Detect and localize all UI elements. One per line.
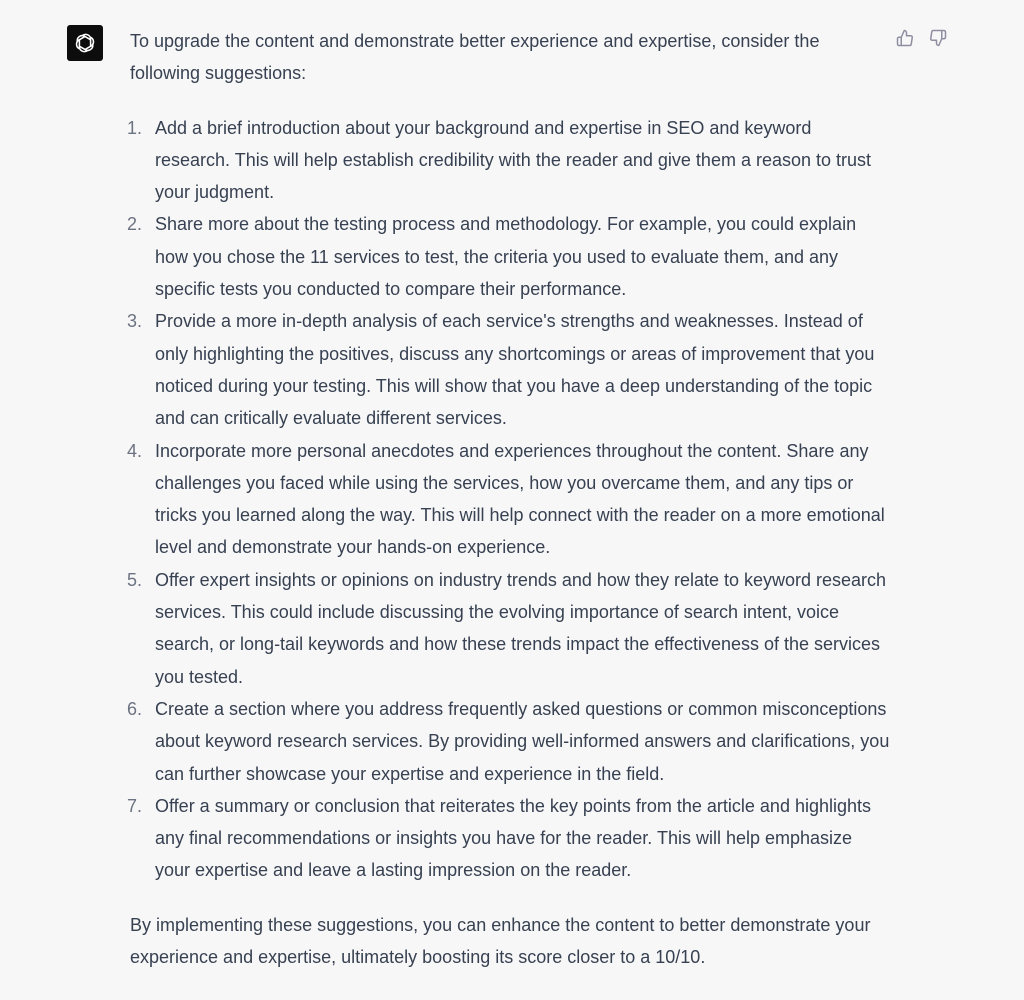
list-item-text: Provide a more in-depth analysis of each service's strengths and weaknesses. Instead of only highlighting the positives, discuss any shortcomings or areas of improvement that you noticed during your testing. This will show that you have a deep understanding of the topic and can critically evaluate different services. xyxy=(155,311,875,429)
list-item-text: Create a section where you address frequently asked questions or common misconceptions about keyword research services. By providing well-informed answers and clarifications, you can further showcase your expertise and experience in the field. xyxy=(155,698,890,784)
list-item xyxy=(127,208,890,305)
thumbs-down-button[interactable] xyxy=(928,28,948,48)
list-item-number: 6. xyxy=(127,698,143,719)
message-intro: To upgrade the content and demonstrate better experience and expertise, consider the following suggestions: xyxy=(130,31,820,84)
feedback-buttons xyxy=(895,28,948,48)
list-item-number: 2. xyxy=(127,214,143,235)
list-item xyxy=(127,112,890,209)
thumbs-down-icon xyxy=(929,29,947,47)
list-item-number: 3. xyxy=(127,311,143,332)
suggestions-list xyxy=(127,112,890,887)
list-item-number: 5. xyxy=(127,569,143,590)
list-item-text: Offer expert insights or opinions on industry trends and how they relate to keyword research services. This could include discussing the evolving importance of search intent, voice search, or long-tail keywords and how these trends impact the effectiveness of the services you tested. xyxy=(155,569,887,687)
list-item-text: Offer a summary or conclusion that reiterates the key points from the article and highlights any final recommendations or insights you have for the reader. This will help emphasize your expertise and leave a lasting impression on the reader. xyxy=(155,795,872,881)
list-item xyxy=(127,435,890,564)
list-item-text: Incorporate more personal anecdotes and experiences throughout the content. Share any challenges you faced while using the services, how you overcame them, and any tips or tricks you learned along the way. This will help connect with the reader on a more emotional level and demonstrate your hands-on experience. xyxy=(155,440,885,558)
openai-logo-icon xyxy=(73,31,97,55)
list-item xyxy=(127,790,890,887)
thumbs-up-button[interactable] xyxy=(895,28,915,48)
list-item xyxy=(127,564,890,693)
assistant-avatar xyxy=(67,25,103,61)
list-item xyxy=(127,693,890,790)
message-conclusion: By implementing these suggestions, you can enhance the content to better demonstrate your experience and expertise, ultimately boosting its score closer to a 10/10. xyxy=(130,914,871,968)
list-item-number: 7. xyxy=(127,795,143,816)
list-item xyxy=(127,305,890,434)
list-item-text: Add a brief introduction about your background and expertise in SEO and keyword research. This will help establish credibility with the reader and give them a reason to trust your judgment. xyxy=(155,117,872,203)
list-item-number: 4. xyxy=(127,440,143,461)
list-item-number: 1. xyxy=(127,117,143,138)
thumbs-up-icon xyxy=(896,29,914,47)
list-item-text: Share more about the testing process and methodology. For example, you could explain how you chose the 11 services to test, the criteria you used to evaluate them, and any specific tests you conducted to compare their performance. xyxy=(155,214,857,300)
message-content xyxy=(127,25,890,973)
